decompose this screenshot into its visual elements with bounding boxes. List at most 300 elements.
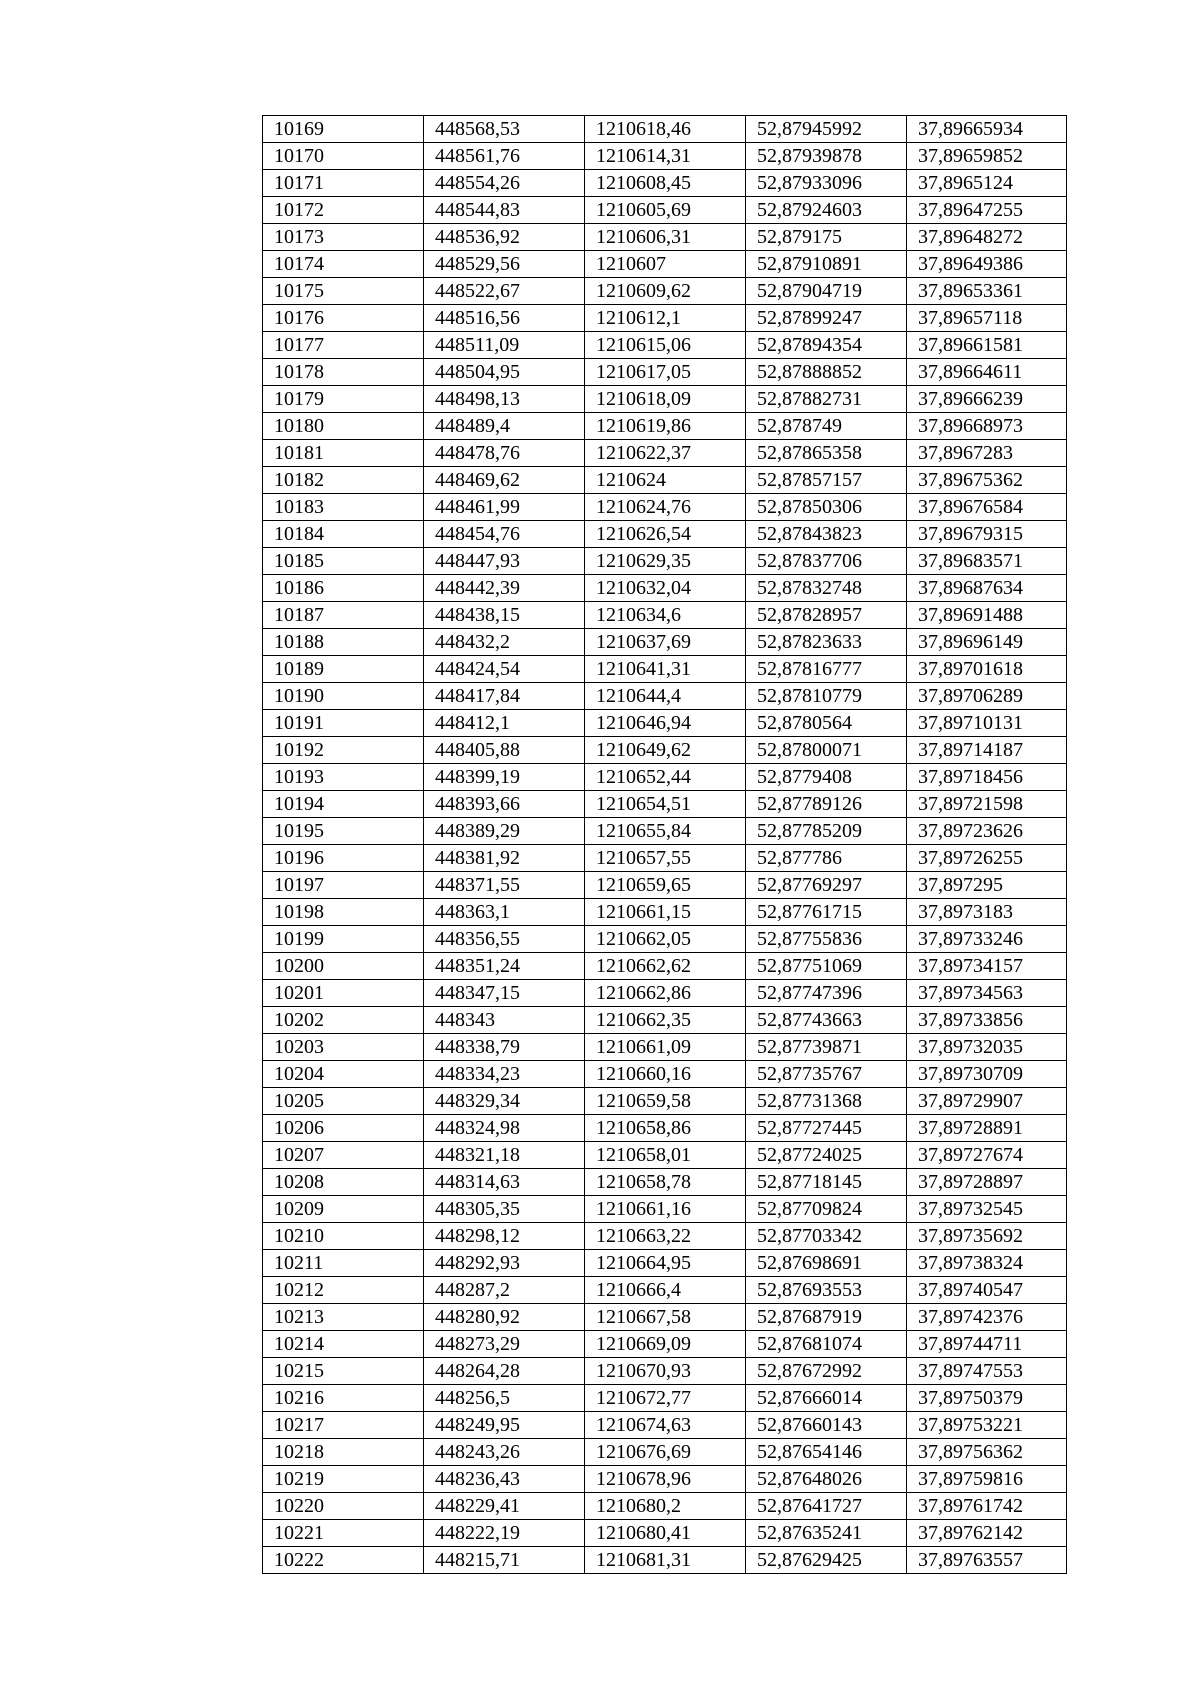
latitude-cell: 52,87731368 <box>746 1088 907 1115</box>
x-coordinate-cell: 448454,76 <box>424 521 585 548</box>
table-row <box>263 494 1067 521</box>
latitude-cell: 52,87785209 <box>746 818 907 845</box>
y-coordinate-cell: 1210666,4 <box>585 1277 746 1304</box>
point-number-cell: 10170 <box>263 143 424 170</box>
longitude-cell: 37,89675362 <box>907 467 1067 494</box>
x-coordinate-cell: 448522,67 <box>424 278 585 305</box>
x-coordinate-cell: 448371,55 <box>424 872 585 899</box>
latitude-cell: 52,87769297 <box>746 872 907 899</box>
latitude-cell: 52,87687919 <box>746 1304 907 1331</box>
longitude-cell: 37,89691488 <box>907 602 1067 629</box>
x-coordinate-cell: 448249,95 <box>424 1412 585 1439</box>
longitude-cell: 37,89753221 <box>907 1412 1067 1439</box>
longitude-cell: 37,89747553 <box>907 1358 1067 1385</box>
latitude-cell: 52,87648026 <box>746 1466 907 1493</box>
x-coordinate-cell: 448438,15 <box>424 602 585 629</box>
point-number-cell: 10210 <box>263 1223 424 1250</box>
coordinate-table <box>262 115 1067 1574</box>
x-coordinate-cell: 448516,56 <box>424 305 585 332</box>
point-number-cell: 10184 <box>263 521 424 548</box>
table-row <box>263 575 1067 602</box>
longitude-cell: 37,89732545 <box>907 1196 1067 1223</box>
y-coordinate-cell: 1210617,05 <box>585 359 746 386</box>
x-coordinate-cell: 448424,54 <box>424 656 585 683</box>
table-row <box>263 683 1067 710</box>
y-coordinate-cell: 1210658,78 <box>585 1169 746 1196</box>
y-coordinate-cell: 1210681,31 <box>585 1547 746 1574</box>
point-number-cell: 10211 <box>263 1250 424 1277</box>
table-row <box>263 899 1067 926</box>
latitude-cell: 52,87641727 <box>746 1493 907 1520</box>
table-row <box>263 1547 1067 1574</box>
longitude-cell: 37,89735692 <box>907 1223 1067 1250</box>
table-row <box>263 845 1067 872</box>
latitude-cell: 52,87910891 <box>746 251 907 278</box>
y-coordinate-cell: 1210652,44 <box>585 764 746 791</box>
table-row <box>263 521 1067 548</box>
x-coordinate-cell: 448399,19 <box>424 764 585 791</box>
longitude-cell: 37,89679315 <box>907 521 1067 548</box>
longitude-cell: 37,89726255 <box>907 845 1067 872</box>
latitude-cell: 52,8780564 <box>746 710 907 737</box>
latitude-cell: 52,87747396 <box>746 980 907 1007</box>
table-row <box>263 1196 1067 1223</box>
point-number-cell: 10209 <box>263 1196 424 1223</box>
x-coordinate-cell: 448363,1 <box>424 899 585 926</box>
point-number-cell: 10188 <box>263 629 424 656</box>
x-coordinate-cell: 448273,29 <box>424 1331 585 1358</box>
latitude-cell: 52,87660143 <box>746 1412 907 1439</box>
latitude-cell: 52,87857157 <box>746 467 907 494</box>
latitude-cell: 52,87810779 <box>746 683 907 710</box>
latitude-cell: 52,87789126 <box>746 791 907 818</box>
point-number-cell: 10198 <box>263 899 424 926</box>
point-number-cell: 10203 <box>263 1034 424 1061</box>
table-row <box>263 629 1067 656</box>
point-number-cell: 10174 <box>263 251 424 278</box>
table-row <box>263 116 1067 143</box>
latitude-cell: 52,87672992 <box>746 1358 907 1385</box>
latitude-cell: 52,87724025 <box>746 1142 907 1169</box>
x-coordinate-cell: 448329,34 <box>424 1088 585 1115</box>
longitude-cell: 37,89744711 <box>907 1331 1067 1358</box>
x-coordinate-cell: 448498,13 <box>424 386 585 413</box>
point-number-cell: 10190 <box>263 683 424 710</box>
y-coordinate-cell: 1210624 <box>585 467 746 494</box>
x-coordinate-cell: 448298,12 <box>424 1223 585 1250</box>
x-coordinate-cell: 448256,5 <box>424 1385 585 1412</box>
latitude-cell: 52,87693553 <box>746 1277 907 1304</box>
table-row <box>263 710 1067 737</box>
longitude-cell: 37,89668973 <box>907 413 1067 440</box>
longitude-cell: 37,89649386 <box>907 251 1067 278</box>
longitude-cell: 37,89738324 <box>907 1250 1067 1277</box>
table-row <box>263 791 1067 818</box>
table-row <box>263 305 1067 332</box>
latitude-cell: 52,879175 <box>746 224 907 251</box>
x-coordinate-cell: 448338,79 <box>424 1034 585 1061</box>
longitude-cell: 37,89664611 <box>907 359 1067 386</box>
y-coordinate-cell: 1210622,37 <box>585 440 746 467</box>
table-body <box>263 116 1067 1574</box>
longitude-cell: 37,89742376 <box>907 1304 1067 1331</box>
point-number-cell: 10178 <box>263 359 424 386</box>
point-number-cell: 10213 <box>263 1304 424 1331</box>
y-coordinate-cell: 1210649,62 <box>585 737 746 764</box>
latitude-cell: 52,878749 <box>746 413 907 440</box>
latitude-cell: 52,87945992 <box>746 116 907 143</box>
longitude-cell: 37,89727674 <box>907 1142 1067 1169</box>
x-coordinate-cell: 448561,76 <box>424 143 585 170</box>
x-coordinate-cell: 448324,98 <box>424 1115 585 1142</box>
table-row <box>263 467 1067 494</box>
longitude-cell: 37,897295 <box>907 872 1067 899</box>
latitude-cell: 52,87635241 <box>746 1520 907 1547</box>
x-coordinate-cell: 448469,62 <box>424 467 585 494</box>
longitude-cell: 37,89721598 <box>907 791 1067 818</box>
table-row <box>263 1439 1067 1466</box>
point-number-cell: 10204 <box>263 1061 424 1088</box>
point-number-cell: 10200 <box>263 953 424 980</box>
y-coordinate-cell: 1210615,06 <box>585 332 746 359</box>
table-row <box>263 170 1067 197</box>
longitude-cell: 37,89734563 <box>907 980 1067 1007</box>
longitude-cell: 37,89718456 <box>907 764 1067 791</box>
latitude-cell: 52,87837706 <box>746 548 907 575</box>
point-number-cell: 10181 <box>263 440 424 467</box>
latitude-cell: 52,87933096 <box>746 170 907 197</box>
point-number-cell: 10207 <box>263 1142 424 1169</box>
longitude-cell: 37,89648272 <box>907 224 1067 251</box>
x-coordinate-cell: 448511,09 <box>424 332 585 359</box>
table-row <box>263 953 1067 980</box>
x-coordinate-cell: 448568,53 <box>424 116 585 143</box>
y-coordinate-cell: 1210674,63 <box>585 1412 746 1439</box>
y-coordinate-cell: 1210646,94 <box>585 710 746 737</box>
y-coordinate-cell: 1210669,09 <box>585 1331 746 1358</box>
table-row <box>263 1007 1067 1034</box>
latitude-cell: 52,87681074 <box>746 1331 907 1358</box>
y-coordinate-cell: 1210644,4 <box>585 683 746 710</box>
table-row <box>263 737 1067 764</box>
longitude-cell: 37,89733246 <box>907 926 1067 953</box>
table-row <box>263 1412 1067 1439</box>
table-row <box>263 1520 1067 1547</box>
longitude-cell: 37,89661581 <box>907 332 1067 359</box>
longitude-cell: 37,89657118 <box>907 305 1067 332</box>
table-row <box>263 1142 1067 1169</box>
y-coordinate-cell: 1210658,86 <box>585 1115 746 1142</box>
longitude-cell: 37,89730709 <box>907 1061 1067 1088</box>
point-number-cell: 10214 <box>263 1331 424 1358</box>
table-row <box>263 926 1067 953</box>
longitude-cell: 37,89756362 <box>907 1439 1067 1466</box>
latitude-cell: 52,87718145 <box>746 1169 907 1196</box>
x-coordinate-cell: 448554,26 <box>424 170 585 197</box>
longitude-cell: 37,89759816 <box>907 1466 1067 1493</box>
x-coordinate-cell: 448461,99 <box>424 494 585 521</box>
longitude-cell: 37,89761742 <box>907 1493 1067 1520</box>
latitude-cell: 52,87629425 <box>746 1547 907 1574</box>
x-coordinate-cell: 448222,19 <box>424 1520 585 1547</box>
longitude-cell: 37,89701618 <box>907 656 1067 683</box>
table-row <box>263 1115 1067 1142</box>
table-row <box>263 1223 1067 1250</box>
latitude-cell: 52,87727445 <box>746 1115 907 1142</box>
y-coordinate-cell: 1210662,35 <box>585 1007 746 1034</box>
y-coordinate-cell: 1210626,54 <box>585 521 746 548</box>
table-row <box>263 278 1067 305</box>
x-coordinate-cell: 448447,93 <box>424 548 585 575</box>
latitude-cell: 52,87743663 <box>746 1007 907 1034</box>
point-number-cell: 10199 <box>263 926 424 953</box>
x-coordinate-cell: 448478,76 <box>424 440 585 467</box>
longitude-cell: 37,89763557 <box>907 1547 1067 1574</box>
x-coordinate-cell: 448393,66 <box>424 791 585 818</box>
longitude-cell: 37,89733856 <box>907 1007 1067 1034</box>
latitude-cell: 52,87904719 <box>746 278 907 305</box>
y-coordinate-cell: 1210672,77 <box>585 1385 746 1412</box>
latitude-cell: 52,87755836 <box>746 926 907 953</box>
table-row <box>263 251 1067 278</box>
latitude-cell: 52,8779408 <box>746 764 907 791</box>
point-number-cell: 10216 <box>263 1385 424 1412</box>
x-coordinate-cell: 448287,2 <box>424 1277 585 1304</box>
longitude-cell: 37,89706289 <box>907 683 1067 710</box>
y-coordinate-cell: 1210605,69 <box>585 197 746 224</box>
point-number-cell: 10176 <box>263 305 424 332</box>
y-coordinate-cell: 1210655,84 <box>585 818 746 845</box>
y-coordinate-cell: 1210678,96 <box>585 1466 746 1493</box>
point-number-cell: 10187 <box>263 602 424 629</box>
y-coordinate-cell: 1210664,95 <box>585 1250 746 1277</box>
point-number-cell: 10205 <box>263 1088 424 1115</box>
latitude-cell: 52,87703342 <box>746 1223 907 1250</box>
y-coordinate-cell: 1210670,93 <box>585 1358 746 1385</box>
point-number-cell: 10195 <box>263 818 424 845</box>
y-coordinate-cell: 1210624,76 <box>585 494 746 521</box>
longitude-cell: 37,89659852 <box>907 143 1067 170</box>
y-coordinate-cell: 1210654,51 <box>585 791 746 818</box>
table-row <box>263 440 1067 467</box>
point-number-cell: 10180 <box>263 413 424 440</box>
point-number-cell: 10173 <box>263 224 424 251</box>
table-row <box>263 1493 1067 1520</box>
latitude-cell: 52,877786 <box>746 845 907 872</box>
table-row <box>263 1358 1067 1385</box>
longitude-cell: 37,89683571 <box>907 548 1067 575</box>
table-row <box>263 386 1067 413</box>
longitude-cell: 37,89696149 <box>907 629 1067 656</box>
point-number-cell: 10222 <box>263 1547 424 1574</box>
table-row <box>263 413 1067 440</box>
x-coordinate-cell: 448504,95 <box>424 359 585 386</box>
point-number-cell: 10182 <box>263 467 424 494</box>
x-coordinate-cell: 448229,41 <box>424 1493 585 1520</box>
y-coordinate-cell: 1210606,31 <box>585 224 746 251</box>
y-coordinate-cell: 1210641,31 <box>585 656 746 683</box>
latitude-cell: 52,87832748 <box>746 575 907 602</box>
y-coordinate-cell: 1210660,16 <box>585 1061 746 1088</box>
y-coordinate-cell: 1210662,86 <box>585 980 746 1007</box>
y-coordinate-cell: 1210676,69 <box>585 1439 746 1466</box>
y-coordinate-cell: 1210680,2 <box>585 1493 746 1520</box>
point-number-cell: 10172 <box>263 197 424 224</box>
latitude-cell: 52,87751069 <box>746 953 907 980</box>
latitude-cell: 52,87800071 <box>746 737 907 764</box>
latitude-cell: 52,87865358 <box>746 440 907 467</box>
longitude-cell: 37,89729907 <box>907 1088 1067 1115</box>
latitude-cell: 52,87843823 <box>746 521 907 548</box>
y-coordinate-cell: 1210608,45 <box>585 170 746 197</box>
table-row <box>263 1169 1067 1196</box>
x-coordinate-cell: 448236,43 <box>424 1466 585 1493</box>
longitude-cell: 37,89676584 <box>907 494 1067 521</box>
latitude-cell: 52,87823633 <box>746 629 907 656</box>
latitude-cell: 52,87939878 <box>746 143 907 170</box>
y-coordinate-cell: 1210614,31 <box>585 143 746 170</box>
y-coordinate-cell: 1210637,69 <box>585 629 746 656</box>
x-coordinate-cell: 448417,84 <box>424 683 585 710</box>
latitude-cell: 52,87735767 <box>746 1061 907 1088</box>
point-number-cell: 10201 <box>263 980 424 1007</box>
y-coordinate-cell: 1210661,15 <box>585 899 746 926</box>
x-coordinate-cell: 448529,56 <box>424 251 585 278</box>
latitude-cell: 52,87698691 <box>746 1250 907 1277</box>
point-number-cell: 10179 <box>263 386 424 413</box>
point-number-cell: 10212 <box>263 1277 424 1304</box>
y-coordinate-cell: 1210612,1 <box>585 305 746 332</box>
longitude-cell: 37,89734157 <box>907 953 1067 980</box>
x-coordinate-cell: 448356,55 <box>424 926 585 953</box>
longitude-cell: 37,8973183 <box>907 899 1067 926</box>
point-number-cell: 10192 <box>263 737 424 764</box>
table-row <box>263 602 1067 629</box>
x-coordinate-cell: 448489,4 <box>424 413 585 440</box>
x-coordinate-cell: 448334,23 <box>424 1061 585 1088</box>
x-coordinate-cell: 448351,24 <box>424 953 585 980</box>
longitude-cell: 37,89665934 <box>907 116 1067 143</box>
longitude-cell: 37,8965124 <box>907 170 1067 197</box>
y-coordinate-cell: 1210680,41 <box>585 1520 746 1547</box>
table-row <box>263 818 1067 845</box>
table-row <box>263 1034 1067 1061</box>
y-coordinate-cell: 1210663,22 <box>585 1223 746 1250</box>
x-coordinate-cell: 448389,29 <box>424 818 585 845</box>
point-number-cell: 10219 <box>263 1466 424 1493</box>
y-coordinate-cell: 1210629,35 <box>585 548 746 575</box>
table-row <box>263 980 1067 1007</box>
latitude-cell: 52,87816777 <box>746 656 907 683</box>
y-coordinate-cell: 1210662,62 <box>585 953 746 980</box>
point-number-cell: 10175 <box>263 278 424 305</box>
table-row <box>263 1061 1067 1088</box>
table-row <box>263 1088 1067 1115</box>
longitude-cell: 37,89750379 <box>907 1385 1067 1412</box>
point-number-cell: 10217 <box>263 1412 424 1439</box>
point-number-cell: 10194 <box>263 791 424 818</box>
y-coordinate-cell: 1210662,05 <box>585 926 746 953</box>
point-number-cell: 10191 <box>263 710 424 737</box>
latitude-cell: 52,87666014 <box>746 1385 907 1412</box>
y-coordinate-cell: 1210667,58 <box>585 1304 746 1331</box>
table-row <box>263 143 1067 170</box>
latitude-cell: 52,87709824 <box>746 1196 907 1223</box>
x-coordinate-cell: 448381,92 <box>424 845 585 872</box>
x-coordinate-cell: 448432,2 <box>424 629 585 656</box>
latitude-cell: 52,87850306 <box>746 494 907 521</box>
table-row <box>263 656 1067 683</box>
point-number-cell: 10185 <box>263 548 424 575</box>
latitude-cell: 52,87739871 <box>746 1034 907 1061</box>
x-coordinate-cell: 448280,92 <box>424 1304 585 1331</box>
point-number-cell: 10202 <box>263 1007 424 1034</box>
point-number-cell: 10169 <box>263 116 424 143</box>
longitude-cell: 37,89732035 <box>907 1034 1067 1061</box>
longitude-cell: 37,89762142 <box>907 1520 1067 1547</box>
y-coordinate-cell: 1210632,04 <box>585 575 746 602</box>
point-number-cell: 10196 <box>263 845 424 872</box>
table-row <box>263 1385 1067 1412</box>
table-row <box>263 224 1067 251</box>
longitude-cell: 37,89653361 <box>907 278 1067 305</box>
longitude-cell: 37,89687634 <box>907 575 1067 602</box>
y-coordinate-cell: 1210618,09 <box>585 386 746 413</box>
y-coordinate-cell: 1210609,62 <box>585 278 746 305</box>
point-number-cell: 10206 <box>263 1115 424 1142</box>
point-number-cell: 10189 <box>263 656 424 683</box>
point-number-cell: 10221 <box>263 1520 424 1547</box>
point-number-cell: 10177 <box>263 332 424 359</box>
longitude-cell: 37,89647255 <box>907 197 1067 224</box>
x-coordinate-cell: 448215,71 <box>424 1547 585 1574</box>
y-coordinate-cell: 1210634,6 <box>585 602 746 629</box>
latitude-cell: 52,87882731 <box>746 386 907 413</box>
x-coordinate-cell: 448292,93 <box>424 1250 585 1277</box>
table-row <box>263 197 1067 224</box>
latitude-cell: 52,87828957 <box>746 602 907 629</box>
table-row <box>263 548 1067 575</box>
latitude-cell: 52,87899247 <box>746 305 907 332</box>
table-row <box>263 1331 1067 1358</box>
longitude-cell: 37,89728897 <box>907 1169 1067 1196</box>
longitude-cell: 37,89728891 <box>907 1115 1067 1142</box>
x-coordinate-cell: 448412,1 <box>424 710 585 737</box>
latitude-cell: 52,87761715 <box>746 899 907 926</box>
table-row <box>263 359 1067 386</box>
point-number-cell: 10183 <box>263 494 424 521</box>
longitude-cell: 37,89723626 <box>907 818 1067 845</box>
x-coordinate-cell: 448544,83 <box>424 197 585 224</box>
point-number-cell: 10186 <box>263 575 424 602</box>
x-coordinate-cell: 448536,92 <box>424 224 585 251</box>
x-coordinate-cell: 448442,39 <box>424 575 585 602</box>
y-coordinate-cell: 1210619,86 <box>585 413 746 440</box>
y-coordinate-cell: 1210618,46 <box>585 116 746 143</box>
point-number-cell: 10197 <box>263 872 424 899</box>
table-row <box>263 1250 1067 1277</box>
x-coordinate-cell: 448343 <box>424 1007 585 1034</box>
longitude-cell: 37,89710131 <box>907 710 1067 737</box>
latitude-cell: 52,87924603 <box>746 197 907 224</box>
y-coordinate-cell: 1210659,65 <box>585 872 746 899</box>
x-coordinate-cell: 448405,88 <box>424 737 585 764</box>
table-row <box>263 1304 1067 1331</box>
point-number-cell: 10218 <box>263 1439 424 1466</box>
table-row <box>263 764 1067 791</box>
point-number-cell: 10215 <box>263 1358 424 1385</box>
longitude-cell: 37,89714187 <box>907 737 1067 764</box>
